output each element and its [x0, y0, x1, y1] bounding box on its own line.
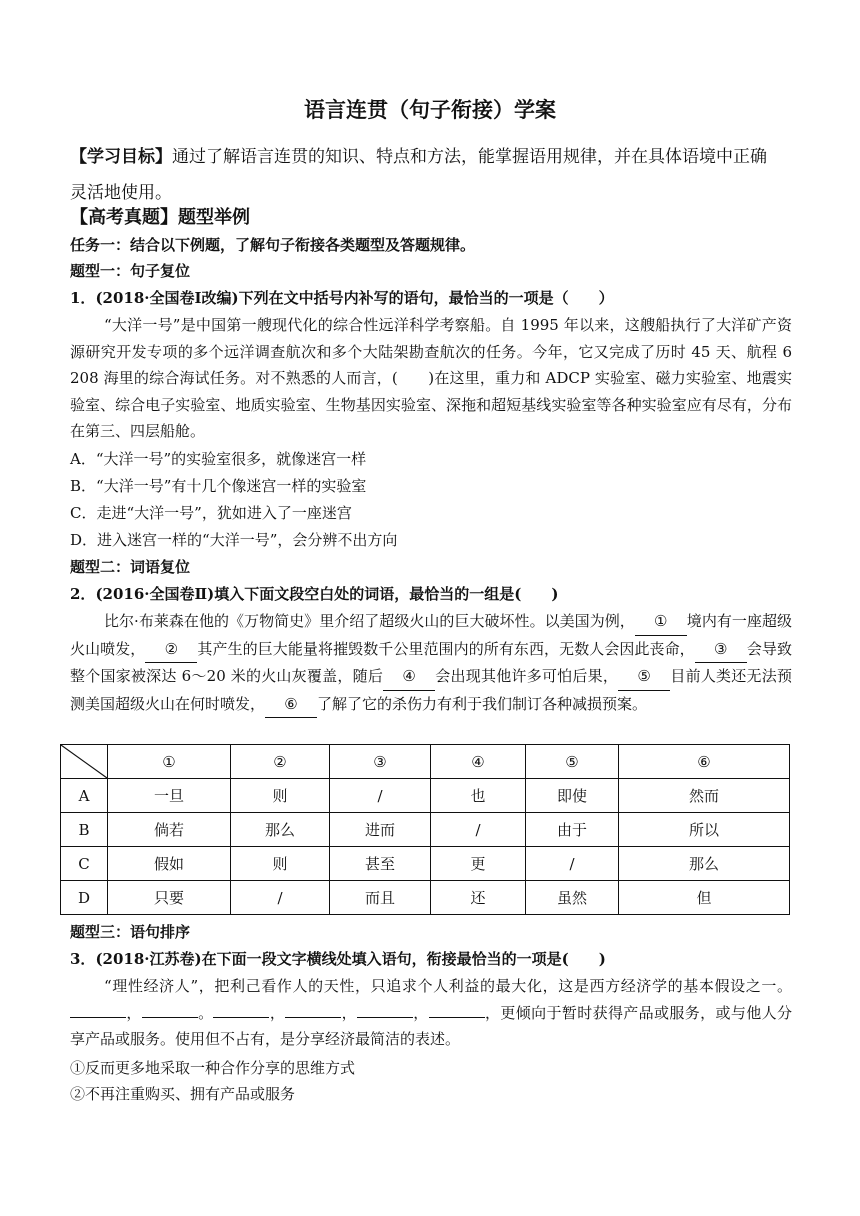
table-cell: 倘若 — [108, 813, 231, 847]
q2-source: (2016·全国卷Ⅱ) — [95, 585, 215, 603]
row-label: C — [61, 847, 108, 881]
type-three-heading: 题型三：语句排序 — [70, 923, 191, 941]
q3-passage: “理性经济人”，把利己看作人的天性，只追求个人利益的最大化，这是西方经济学的基本假设之一。， 。 ， ， ， ，更倾向于暂时获得产品或服务，或与他人分享产品或服务。使用但不占有，是分享经济最简洁的表述。 — [70, 977, 792, 1048]
q1-prompt: 下列在文中括号内补写的语句，最恰当的一项是（ ） — [238, 289, 614, 307]
q1-source: (2018·全国卷Ⅰ改编) — [95, 289, 239, 307]
table-cell: 只要 — [108, 881, 231, 915]
q3-text-2: ，更倾向于暂时获得产品或服务，或与他人分享产品或服务。使用但不占有，是分享经济最简洁的表述。 — [70, 1003, 792, 1048]
q2-blank-4: ④ — [383, 663, 435, 691]
q2-blank-3: ③ — [695, 636, 747, 664]
table-header: ① — [108, 745, 231, 779]
table-row — [61, 881, 790, 915]
q3-number: 3． — [70, 950, 96, 968]
q3-blank-2 — [142, 1017, 198, 1018]
diagonal-corner-cell — [61, 745, 108, 779]
table-cell: / — [231, 881, 330, 915]
table-cell: 所以 — [619, 813, 790, 847]
table-cell: 那么 — [231, 813, 330, 847]
row-label: D — [61, 881, 108, 915]
q3-blank-5 — [357, 1017, 413, 1018]
q2-text-6: 目前人类还无法预测美国超级火山在何时喷发， — [70, 667, 792, 713]
q1-option-a: A．“大洋一号”的实验室很多，就像迷宫一样 — [70, 450, 367, 468]
q3-item-1: ①反而更多地采取一种合作分享的思维方式 — [70, 1059, 356, 1077]
table-cell: 假如 — [108, 847, 231, 881]
q2-blank-2: ② — [145, 636, 197, 664]
table-cell: 则 — [231, 779, 330, 813]
q3-blank-3 — [213, 1017, 269, 1018]
q3-text-1: “理性经济人”，把利己看作人的天性，只追求个人利益的最大化，这是西方经济学的基本假设之一。 — [104, 977, 792, 995]
row-label: A — [61, 779, 108, 813]
table-header: ④ — [431, 745, 526, 779]
table-cell: 还 — [431, 881, 526, 915]
learning-goal-line — [70, 144, 767, 170]
q1-option-d: D．进入迷宫一样的“大洋一号”，会分辨不出方向 — [70, 531, 398, 549]
q2-number: 2． — [70, 585, 96, 603]
question-2-stem — [70, 581, 558, 607]
table-cell: 那么 — [619, 847, 790, 881]
table-cell: 即使 — [526, 779, 619, 813]
q3-item-2: ②不再注重购买、拥有产品或服务 — [70, 1085, 296, 1103]
goal-text-continued: 灵活地使用。 — [70, 183, 172, 203]
q2-text-7: 了解了它的杀伤力有利于我们制订各种减损预案。 — [317, 694, 648, 713]
q2-text-4: 会导致整个国家被深达 6～20 米的火山灰覆盖，随后 — [70, 639, 792, 685]
q3-blank-4 — [285, 1017, 341, 1018]
table-cell: 然而 — [619, 779, 790, 813]
q3-prompt: 在下面一段文字横线处填入语句，衔接最恰当的一项是( ) — [201, 950, 606, 968]
goal-label: 【学习目标】 — [70, 147, 172, 167]
q2-options-table — [60, 744, 790, 915]
q1-option-b: B．“大洋一号”有十几个像迷宫一样的实验室 — [70, 477, 367, 495]
table-cell: 则 — [231, 847, 330, 881]
q2-text-2: 境内有一座超级火山喷发， — [70, 612, 792, 658]
q3-source: (2018·江苏卷) — [95, 950, 202, 968]
table-row — [61, 847, 790, 881]
table-cell: 但 — [619, 881, 790, 915]
q3-blank-6 — [429, 1017, 485, 1018]
section-rest: 题型举例 — [178, 207, 250, 228]
row-label: B — [61, 813, 108, 847]
table-header: ⑤ — [526, 745, 619, 779]
table-row — [61, 779, 790, 813]
q2-text-3: 其产生的巨大能量将摧毁数千公里范围内的所有东西，无数人会因此丧命， — [197, 639, 695, 658]
goal-text: 通过了解语言连贯的知识、特点和方法，能掌握语用规律，并在具体语境中正确 — [172, 147, 767, 167]
q1-number: 1． — [70, 289, 96, 307]
table-cell: 进而 — [330, 813, 431, 847]
table-cell: 而且 — [330, 881, 431, 915]
table-cell: 更 — [431, 847, 526, 881]
table-cell: / — [431, 813, 526, 847]
table-header: ③ — [330, 745, 431, 779]
table-cell: / — [330, 779, 431, 813]
q2-blank-6: ⑥ — [265, 691, 317, 719]
table-cell: 也 — [431, 779, 526, 813]
section-heading — [70, 205, 250, 231]
q1-passage: “大洋一号”是中国第一艘现代化的综合性远洋科学考察船。自 1995 年以来，这艘船执行了大洋矿产资源研究开发专项的多个远洋调查航次和多个大陆架勘查航次的任务。今年，它又完成了历时 45 天、航程 6 208 海里的综合海试任务。对不熟悉的人而言，( )在这里，重力和 ADCP 实验室、磁力实验室、地震实验室、综合电子实验室、地质实验室、生物基因实验室、深拖和超短基线实验室等各种实验室应有尽有，分布在第三、四层船舱。 — [70, 316, 792, 440]
table-header: ⑥ — [619, 745, 790, 779]
q2-blank-5: ⑤ — [618, 663, 670, 691]
table-row — [61, 813, 790, 847]
q2-prompt: 填入下面文段空白处的词语，最恰当的一组是( ) — [214, 585, 559, 603]
page-title: 语言连贯（句子衔接）学案 — [304, 97, 556, 122]
task-one: 任务一：结合以下例题，了解句子衔接各类题型及答题规律。 — [70, 236, 476, 254]
table-cell: 一旦 — [108, 779, 231, 813]
table-cell: 虽然 — [526, 881, 619, 915]
q2-text-1: 比尔·布莱森在他的《万物简史》里介绍了超级火山的巨大破坏性。以美国为例， — [104, 612, 635, 630]
question-1-stem — [70, 285, 614, 311]
section-label: 【高考真题】 — [70, 207, 178, 228]
table-cell: / — [526, 847, 619, 881]
type-two-heading: 题型二：词语复位 — [70, 558, 191, 576]
q2-passage — [70, 608, 792, 718]
table-header-row — [61, 745, 790, 779]
q3-blank-1 — [70, 1017, 126, 1018]
table-header: ② — [231, 745, 330, 779]
q2-text-5: 会出现其他许多可怕后果， — [435, 667, 619, 685]
table-cell: 由于 — [526, 813, 619, 847]
question-3-stem — [70, 946, 606, 972]
q1-option-c: C．走进“大洋一号”，犹如进入了一座迷宫 — [70, 504, 352, 522]
type-one-heading: 题型一：句子复位 — [70, 262, 191, 280]
q2-blank-1: ① — [635, 608, 687, 636]
table-cell: 甚至 — [330, 847, 431, 881]
